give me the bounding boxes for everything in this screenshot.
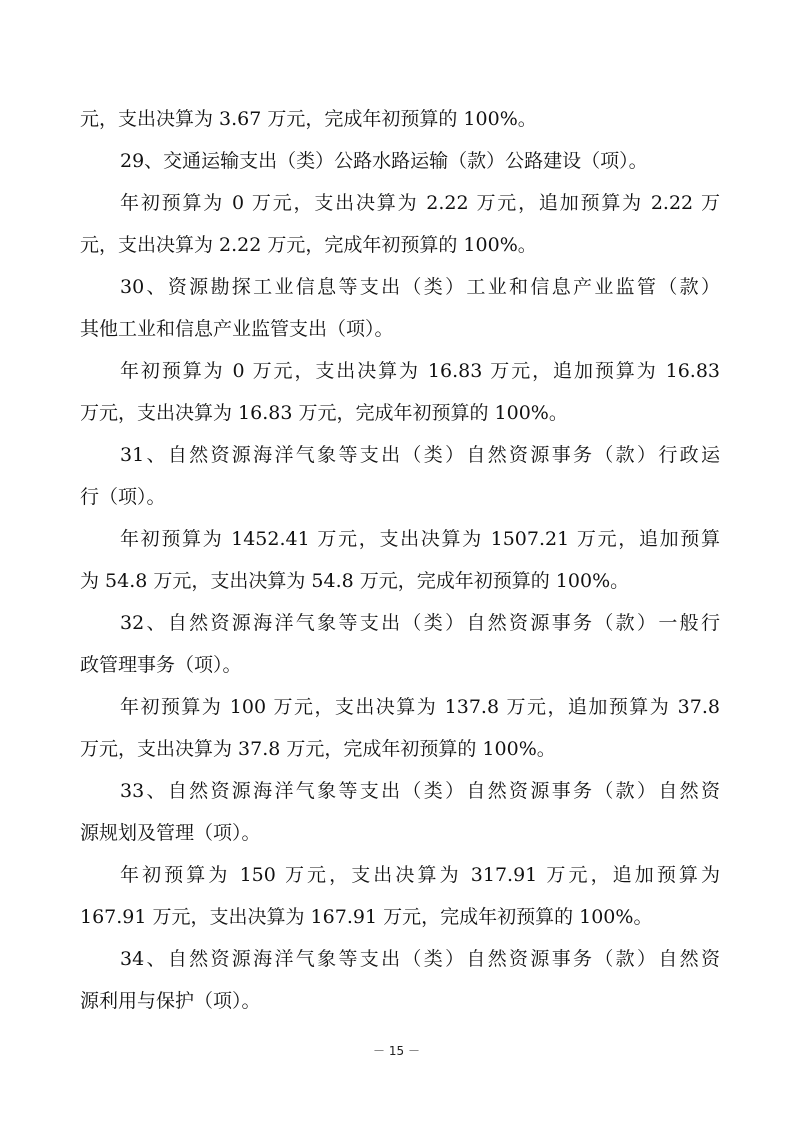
text-line: 源规划及管理（项）。: [80, 822, 261, 844]
text-line: 万元，支出决算为 37.8 万元，完成年初预算的 100%。: [80, 738, 556, 760]
text-line: 年初预算为 1452.41 万元，支出决算为 1507.21 万元，追加预算: [120, 528, 720, 550]
text-line: 30、资源勘探工业信息等支出（类）工业和信息产业监管（款）: [120, 276, 720, 298]
text-line: 为 54.8 万元，支出决算为 54.8 万元，完成年初预算的 100%。: [80, 570, 630, 592]
text-line: 31、自然资源海洋气象等支出（类）自然资源事务（款）行政运: [120, 444, 720, 466]
text-line: 167.91 万元，支出决算为 167.91 万元，完成年初预算的 100%。: [80, 906, 653, 928]
text-line: 政管理事务（项）。: [80, 654, 242, 676]
body-text: [80, 98, 720, 1022]
text-line: 33、自然资源海洋气象等支出（类）自然资源事务（款）自然资: [120, 780, 720, 802]
page-number: － 15 －: [373, 1044, 420, 1058]
text-line: 年初预算为 150 万元，支出决算为 317.91 万元，追加预算为: [120, 864, 720, 886]
text-line: 元，支出决算为 3.67 万元，完成年初预算的 100%。: [80, 108, 537, 130]
text-line: 源利用与保护（项）。: [80, 990, 261, 1012]
text-line: 行（项）。: [80, 486, 166, 508]
text-line: 其他工业和信息产业监管支出（项）。: [80, 318, 394, 340]
text-line: 年初预算为 100 万元，支出决算为 137.8 万元，追加预算为 37.8: [120, 696, 720, 718]
text-line: 万元，支出决算为 16.83 万元，完成年初预算的 100%。: [80, 402, 568, 424]
text-line: 32、自然资源海洋气象等支出（类）自然资源事务（款）一般行: [120, 612, 720, 634]
text-line: 29、交通运输支出（类）公路水路运输（款）公路建设（项）。: [120, 150, 648, 172]
text-line: 元，支出决算为 2.22 万元，完成年初预算的 100%。: [80, 234, 537, 256]
text-line: 年初预算为 0 万元，支出决算为 2.22 万元，追加预算为 2.22 万: [120, 192, 720, 214]
text-line: 年初预算为 0 万元，支出决算为 16.83 万元，追加预算为 16.83: [120, 360, 720, 382]
text-line: 34、自然资源海洋气象等支出（类）自然资源事务（款）自然资: [120, 948, 720, 970]
